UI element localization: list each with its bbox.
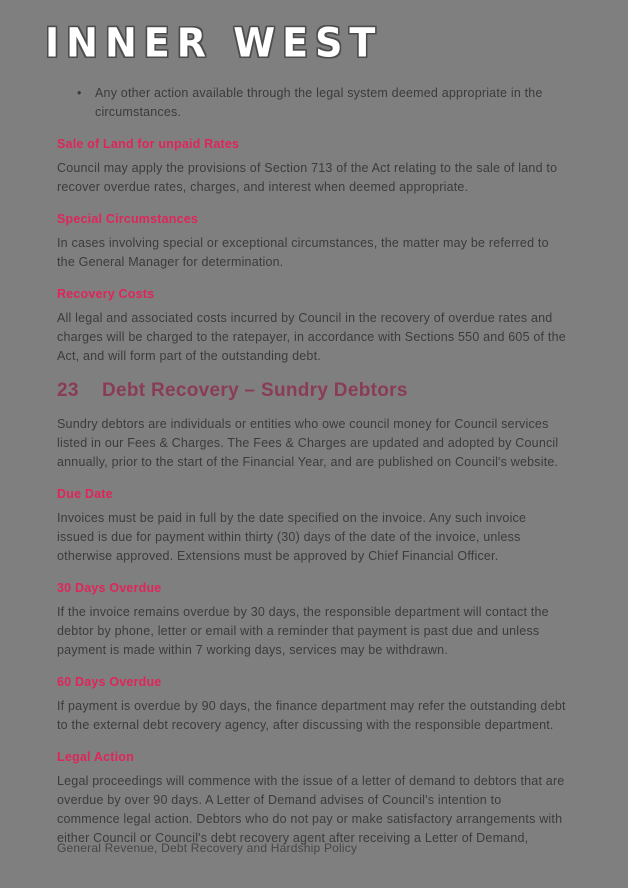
section-legal-action	[57, 750, 572, 848]
footer-policy-title: General Revenue, Debt Recovery and Hardship Policy	[57, 841, 358, 855]
paragraph-30-days-overdue: If the invoice remains overdue by 30 days, the responsible department will contact the debtor by phone, letter or email with a reminder that payment is past due and unless payment is made within 7 working days, services may be withdrawn.	[57, 605, 549, 657]
section-recovery-costs	[57, 287, 572, 366]
paragraph-legal-action: Legal proceedings will commence with the issue of a letter of demand to debtors that are overdue by over 90 days. A Letter of Demand advises of Council's intention to commence legal action. Debtors who do not pay or make satisfactory arrangements with either Council or Council's debt recovery agent after receiving a Letter of Demand,	[57, 774, 565, 845]
list-item	[57, 84, 562, 122]
section-special-circumstances	[57, 212, 572, 272]
bullet-list	[57, 84, 572, 122]
paragraph-sundry-debtors-intro: Sundry debtors are individuals or entities who owe council money for Council services listed in our Fees & Charges. The Fees & Charges are updated and adopted by Council annually, prior to the start of the Financial Year, and are published on Council's website.	[57, 417, 559, 469]
subheading-60-days-overdue: 60 Days Overdue	[57, 675, 162, 689]
section-60-days-overdue	[57, 675, 572, 735]
paragraph-sale-of-land: Council may apply the provisions of Section 713 of the Act relating to the sale of land to recover overdue rates, charges, and interest when deemed appropriate.	[57, 161, 558, 194]
section-sale-of-land	[57, 137, 572, 197]
section-title: Debt Recovery – Sundry Debtors	[102, 380, 408, 401]
inner-west-logo-text: INNER WEST	[45, 19, 383, 67]
paragraph-60-days-overdue: If payment is overdue by 90 days, the finance department may refer the outstanding debt to the external debt recovery agency, after discussing with the responsible department.	[57, 699, 566, 732]
bullet-item-text: Any other action available through the legal system deemed appropriate in the circumstances.	[95, 86, 543, 119]
subheading-30-days-overdue: 30 Days Overdue	[57, 581, 162, 595]
subheading-due-date: Due Date	[57, 487, 113, 501]
section-30-days-overdue	[57, 581, 572, 660]
section-23-heading	[57, 380, 572, 402]
paragraph-due-date: Invoices must be paid in full by the date specified on the invoice. Any such invoice issued is due for payment within thirty (30) days of the date of the invoice, unless otherwise approved. Extensions must be approved by Chief Financial Officer.	[57, 511, 527, 563]
subheading-sale-of-land: Sale of Land for unpaid Rates	[57, 137, 240, 151]
subheading-special-circumstances: Special Circumstances	[57, 212, 199, 226]
bullet-icon: •	[77, 86, 82, 100]
subheading-recovery-costs: Recovery Costs	[57, 287, 155, 301]
paragraph-recovery-costs: All legal and associated costs incurred by Council in the recovery of overdue rates and charges will be charged to the ratepayer, in accordance with Sections 550 and 605 of the Act, and will form part of the outstanding debt.	[57, 311, 566, 363]
paragraph-special-circumstances: In cases involving special or exceptional circumstances, the matter may be referred to the General Manager for determination.	[57, 236, 549, 269]
section-number: 23	[57, 380, 79, 401]
section-due-date	[57, 487, 572, 566]
subheading-legal-action: Legal Action	[57, 750, 134, 764]
inner-west-logo	[45, 20, 572, 66]
